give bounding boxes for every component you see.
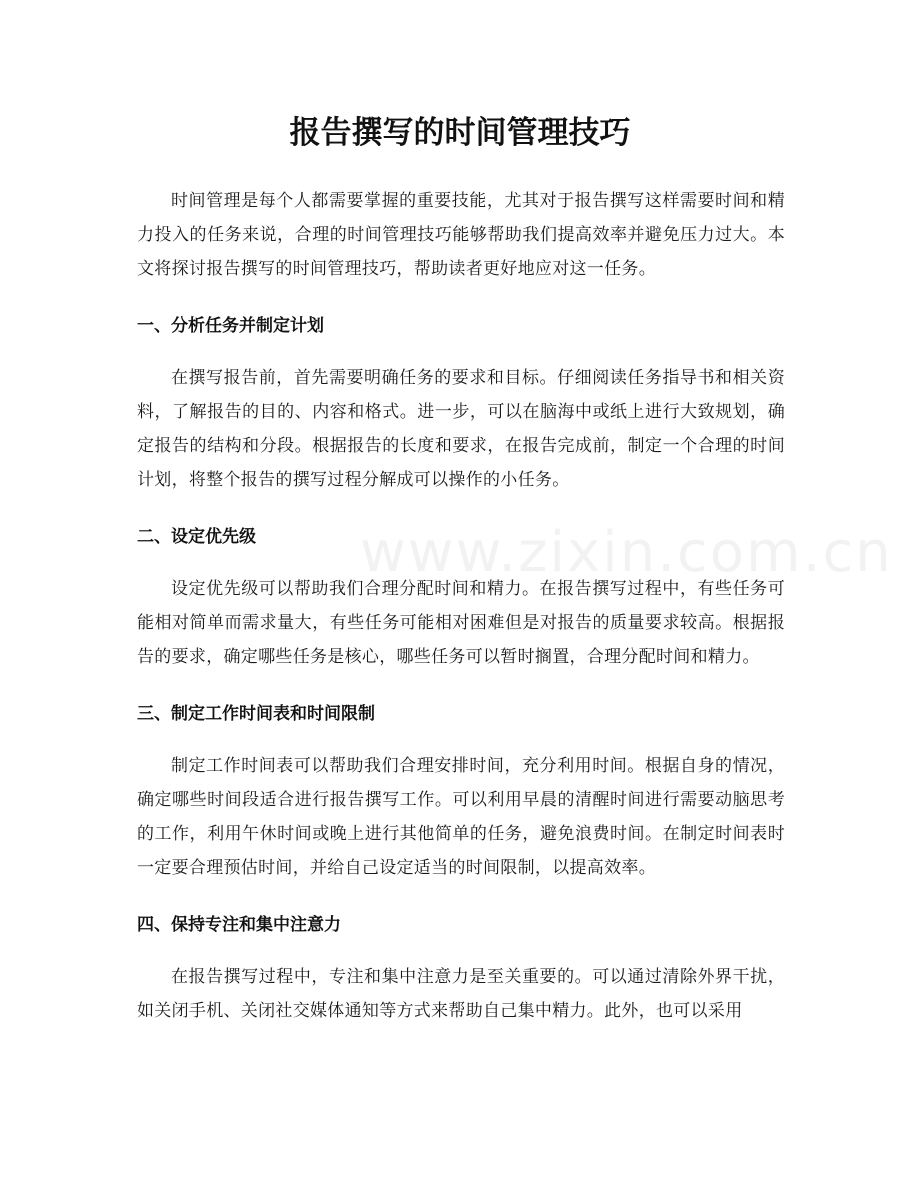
section-paragraph-1: 在撰写报告前，首先需要明确任务的要求和目标。仔细阅读任务指导书和相关资料，了解报告的目的、内容和格式。进一步，可以在脑海中或纸上进行大致规划，确定报告的结构和分段。根据报告的长度和要求，在报告完成前，制定一个合理的时间计划，将整个报告的撰写过程分解成可以操作的小任务。 <box>137 368 785 490</box>
section-paragraph-2: 设定优先级可以帮助我们合理分配时间和精力。在报告撰写过程中，有些任务可能相对简单而需求量大，有些任务可能相对困难但是对报告的质量要求较高。根据报告的要求，确定哪些任务是核心，哪些任务可以暂时搁置，合理分配时间和精力。 <box>137 579 785 667</box>
section-heading-4: 四、保持专注和集中注意力 <box>137 915 341 935</box>
section-paragraph-3: 制定工作时间表可以帮助我们合理安排时间，充分利用时间。根据自身的情况，确定哪些时间段适合进行报告撰写工作。可以利用早晨的清醒时间进行需要动脑思考的工作，利用午休时间或晚上进行其他简单的任务，避免浪费时间。在制定时间表时一定要合理预估时间，并给自己设定适当的时间限制，以提高效率。 <box>137 756 785 878</box>
intro-paragraph: 时间管理是每个人都需要掌握的重要技能，尤其对于报告撰写这样需要时间和精力投入的任务来说，合理的时间管理技巧能够帮助我们提高效率并避免压力过大。本文将探讨报告撰写的时间管理技巧，帮助读者更好地应对这一任务。 <box>137 191 785 279</box>
section-heading-2: 二、设定优先级 <box>137 527 256 547</box>
section-heading-3: 三、制定工作时间表和时间限制 <box>137 704 375 724</box>
section-heading-1: 一、分析任务并制定计划 <box>137 316 324 336</box>
section-paragraph-4: 在报告撰写过程中，专注和集中注意力是至关重要的。可以通过清除外界干扰，如关闭手机、关闭社交媒体通知等方式来帮助自己集中精力。此外，也可以采用 <box>137 967 785 1021</box>
document-body <box>137 184 785 1028</box>
watermark: www.zixin.com.cn <box>360 520 893 585</box>
document-title: 报告撰写的时间管理技巧 <box>289 115 631 151</box>
